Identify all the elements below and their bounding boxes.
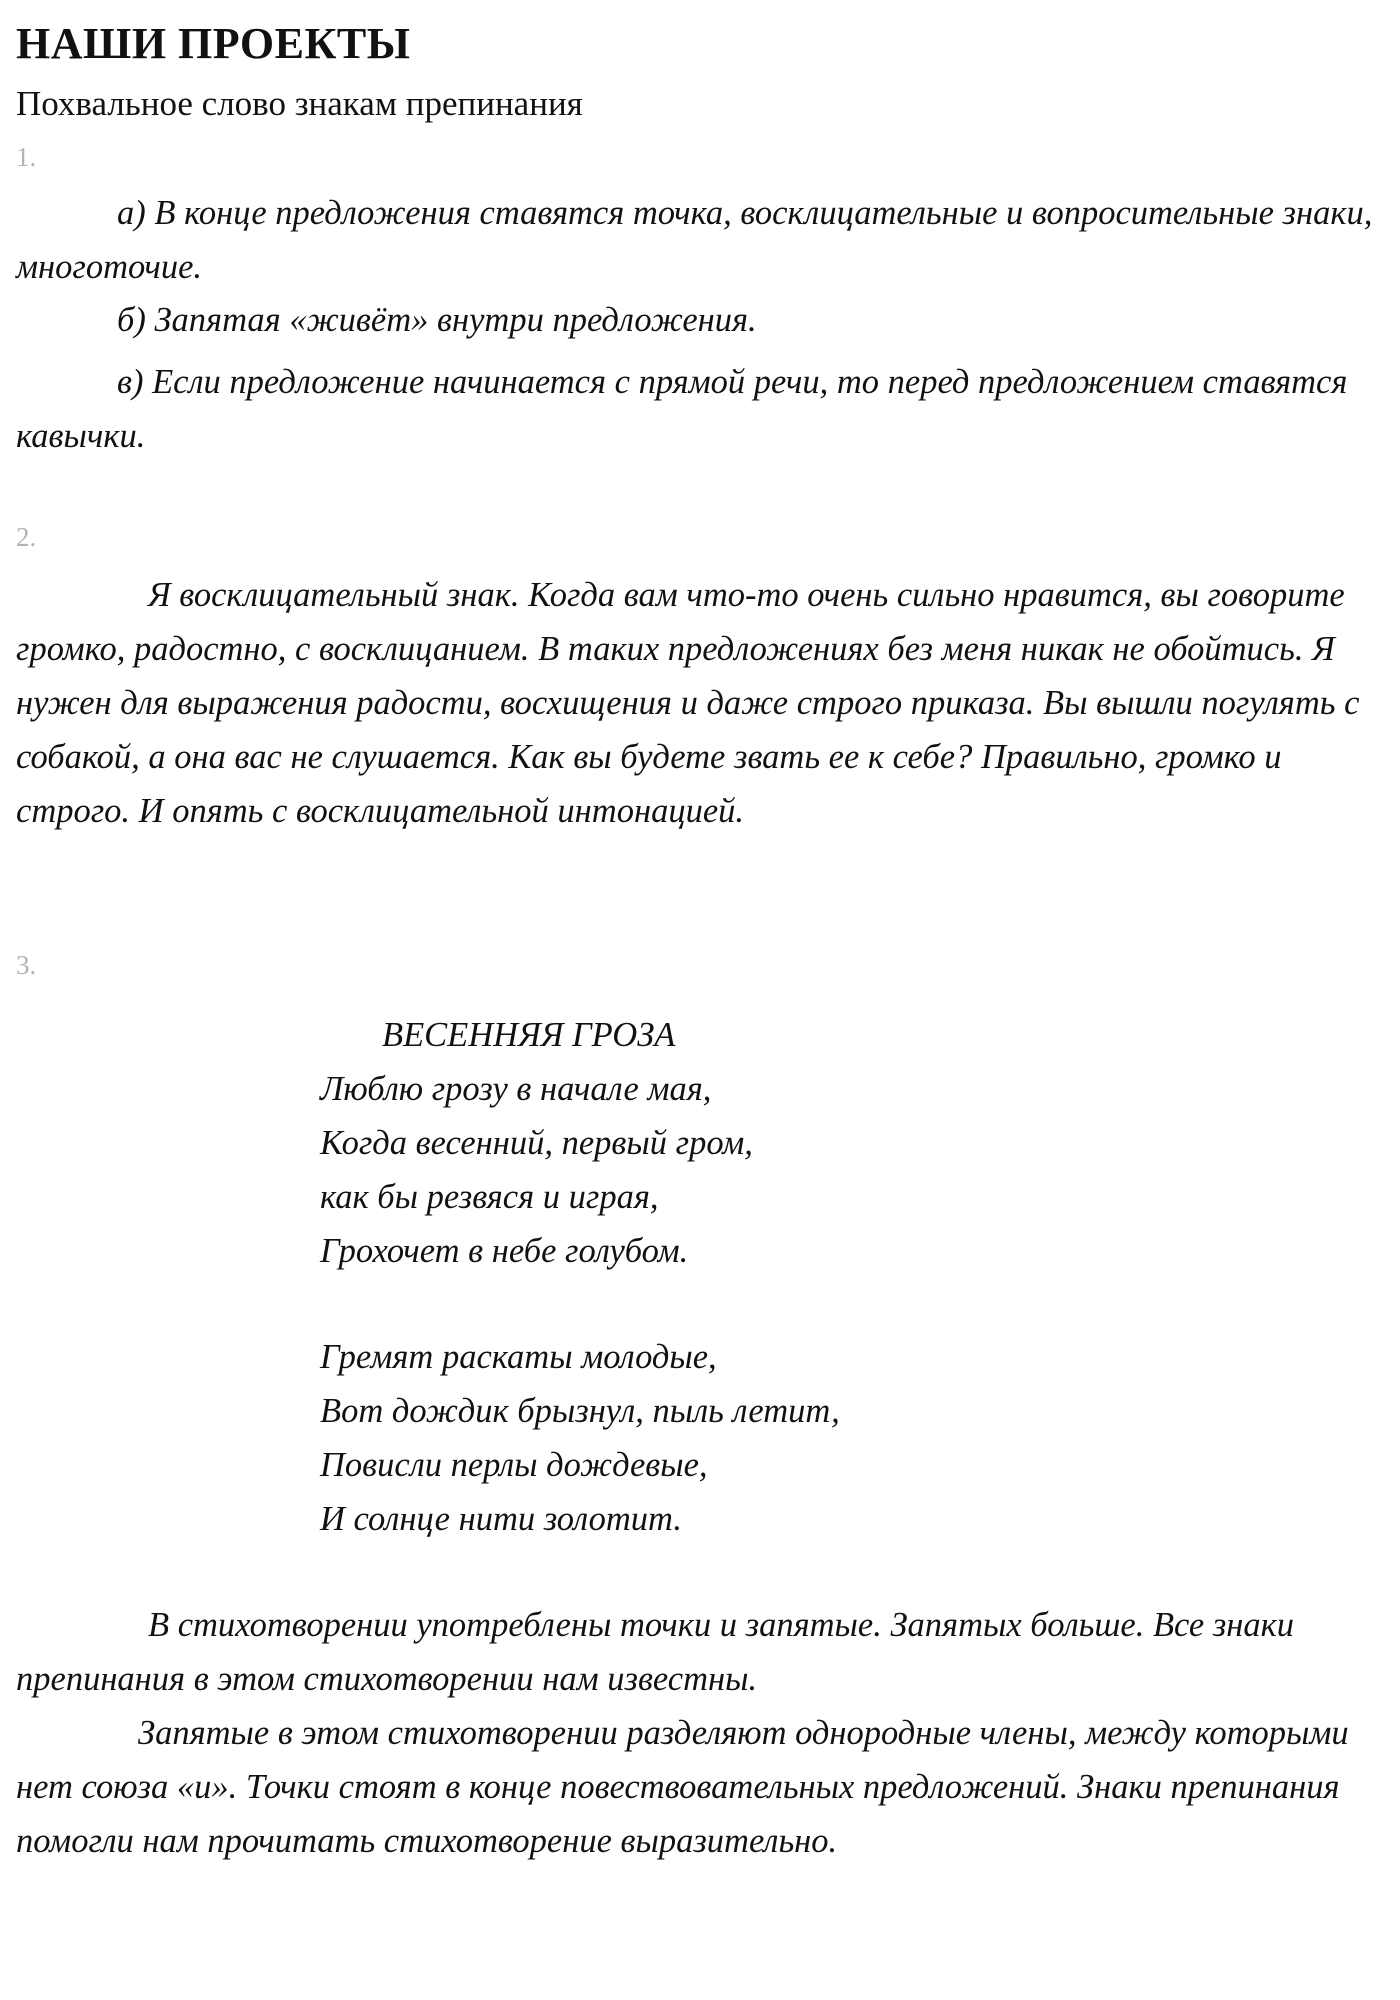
section-1-paragraph-a: а) В конце предложения ставятся точка, восклицательные и вопросительные знаки, многоточие. xyxy=(16,194,1373,286)
poem-line: И солнце нити золотит. xyxy=(320,1500,682,1538)
section-1-paragraph-b: б) Запятая «живёт» внутри предложения. xyxy=(117,301,757,339)
poem-line: Люблю грозу в начале мая, xyxy=(320,1070,712,1108)
poem-line: Когда весенний, первый гром, xyxy=(320,1124,753,1162)
section-1-paragraph-c: в) Если предложение начинается с прямой речи, то перед предложением ставятся кавычки. xyxy=(16,363,1348,455)
poem-line: как бы резвяся и играя, xyxy=(320,1178,659,1216)
section-number-1: 1. xyxy=(16,142,37,172)
poem-stanza-1 xyxy=(320,1062,753,1278)
poem-line: Грохочет в небе голубом. xyxy=(320,1232,689,1270)
section-number-2: 2. xyxy=(16,522,37,552)
poem-line: Повисли перлы дождевые, xyxy=(320,1446,708,1484)
poem-line: Вот дождик брызнул, пыль летит, xyxy=(320,1392,840,1430)
section-number-3: 3. xyxy=(16,950,37,980)
page-title: НАШИ ПРОЕКТЫ xyxy=(16,19,411,68)
poem-line: Гремят раскаты молодые, xyxy=(320,1338,717,1376)
section-2-paragraph: Я восклицательный знак. Когда вам что-то очень сильно нравится, вы говорите громко, радостно, с восклицанием. В таких предложениях без меня никак не обойтись. Я нужен для выражения радости, восхищения и даже строго приказа. Вы вышли погулять с собакой, а она вас не слушается. Как вы будете звать ее к себе? Правильно, громко и строго. И опять с восклицательной интонацией. xyxy=(16,576,1360,830)
page-subtitle: Похвальное слово знакам препинания xyxy=(16,84,583,123)
section-3-paragraph-1: В стихотворении употреблены точки и запятые. Запятых больше. Все знаки препинания в этом стихотворении нам известны. xyxy=(16,1606,1295,1698)
poem-title: ВЕСЕННЯЯ ГРОЗА xyxy=(382,1016,676,1054)
poem-stanza-2 xyxy=(320,1330,840,1546)
section-3-paragraph-2: Запятые в этом стихотворении разделяют однородные члены, между которыми нет союза «и». Точки стоят в конце повествовательных предложений. Знаки препинания помогли нам прочитать стихотворение выразительно. xyxy=(16,1714,1349,1860)
